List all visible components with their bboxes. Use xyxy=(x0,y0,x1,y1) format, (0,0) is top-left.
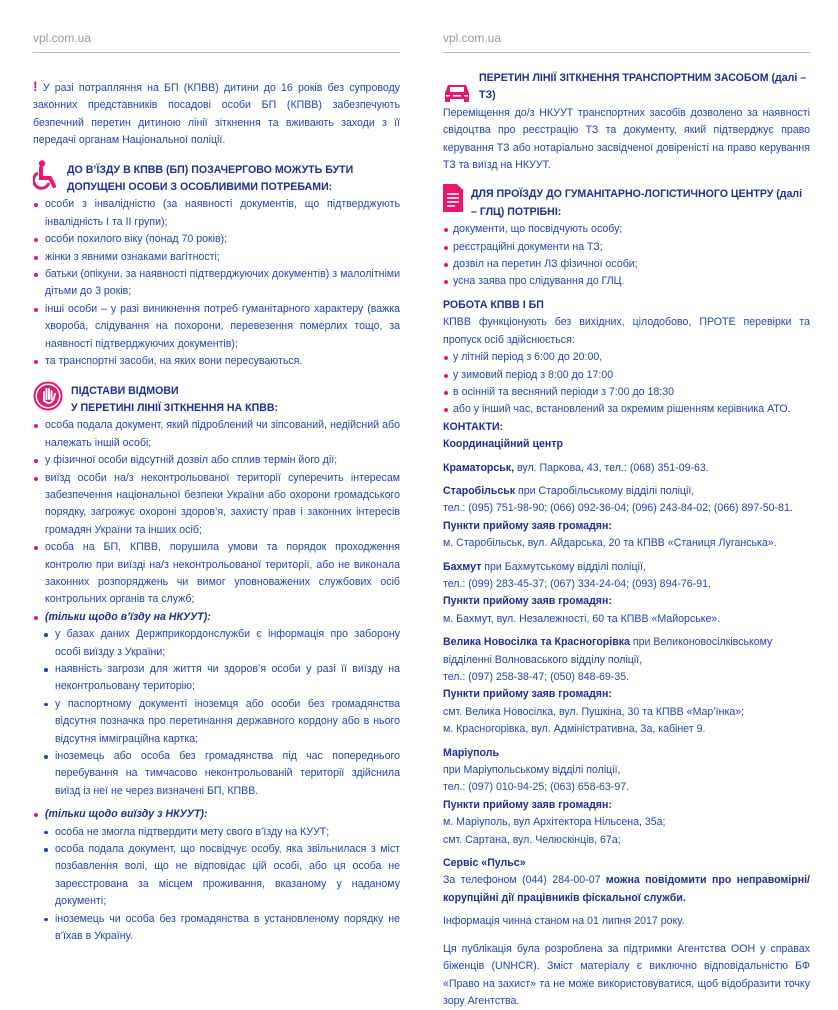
list-item: виїзд особи на/з неконтрольованої території суперечить інтересам забезпечення національної безпеки України або охорони громадського порядку, загрожує охороні здоров’я, захисту прав і законних інтересів громадян України та інших осіб; xyxy=(33,470,400,540)
list-item: дозвіл на перетин ЛЗ фізичної особи; xyxy=(443,256,810,273)
child-notice xyxy=(33,78,400,150)
coord-center: Координаційний центр xyxy=(443,438,563,451)
city-name: Велика Новосілка та Красногорівка xyxy=(443,636,630,649)
vehicle-title: ПЕРЕТИН ЛІНІЇ ЗІТКНЕННЯ ТРАНСПОРТНИМ ЗАСОБОМ (далі – ТЗ) xyxy=(479,72,807,102)
contact-text: вул. Паркова, 43, тел.: (068) 351-09-63. xyxy=(514,461,709,474)
puls-title: Сервіс «Пульс» xyxy=(443,857,526,870)
priority-heading xyxy=(33,160,400,197)
site-url: vpl.com.ua xyxy=(443,31,502,45)
entry-list xyxy=(33,626,400,800)
phone: тел.: (097) 258-38-47; (050) 848-69-35. xyxy=(443,671,630,683)
address: смт. Велика Новосілка, вул. Пушкіна, 30 та КПВВ «Мар’їнка»; xyxy=(443,705,745,718)
list-item: іноземець чи особа без громадянства в установленому порядку не в’їхав в Україну. xyxy=(33,911,400,946)
vehicle-heading xyxy=(443,68,810,105)
disclaimer: Ця публікація була розроблена за підтримки Агентства ООН у справах біженців (UNHCR). Зміст матеріалу є виключно відповідальністю БФ «Право на захист» та не може використовуватися, щоб відобразити точку зору Агентства. xyxy=(443,942,810,1007)
wheelchair-icon xyxy=(33,160,59,190)
reception-label: Пункти прийому заяв громадян: xyxy=(443,595,612,608)
city-name: Маріуполь xyxy=(443,746,499,759)
bakhmut-contact xyxy=(443,559,810,576)
list-item: особи похилого віку (понад 70 років); xyxy=(33,231,400,248)
list-item: інші особи – у разі виникнення потреб гуманітарного характеру (важка хвороба, слідування на похорони, перевезення померлих тощо, за наявності підтверджуючих документів); xyxy=(33,301,400,353)
work-list xyxy=(443,349,810,419)
city-name: Старобільськ xyxy=(443,484,516,497)
list-item: у базах даних Держприкордонслужби є інформація про заборону особі виїзду з України; xyxy=(33,626,400,661)
phone: тел.: (097) 010-94-25; (063) 658-63-97. xyxy=(443,781,630,794)
list-item: та транспортні засоби, на яких вони пересуваються. xyxy=(33,353,400,370)
phone: тел.: (095) 751-98-90; (066) 092-36-04; (096) 243-84-02; (066) 897-50-81. xyxy=(443,502,793,515)
glc-list xyxy=(443,221,810,291)
contact-text: при Великоновосілківському відділенні Волноваського відділу поліції, xyxy=(443,636,773,666)
list-item: усна заява про слідування до ГЛЦ. xyxy=(443,273,810,290)
address: м. Красногорівка, вул. Адміністративна, 3а, кабінет 9. xyxy=(443,723,706,736)
document-icon xyxy=(443,184,463,212)
list-item: жінки з явними ознаками вагітності; xyxy=(33,249,400,266)
exit-label: (тільки щодо виїзду з НКУУТ): xyxy=(33,806,400,823)
list-item: або у інший час, встановлений за окремим рішенням керівника АТО. xyxy=(443,401,810,418)
glc-title: ДЛЯ ПРОЇЗДУ ДО ГУМАНІТАРНО-ЛОГІСТИЧНОГО ЦЕНТРУ (далі – ГЛЦ) ПОТРІБНІ: xyxy=(471,188,803,218)
header-divider xyxy=(443,52,810,53)
phone: тел.: (099) 283-45-37; (067) 334-24-04; (093) 894-76-91. xyxy=(443,577,711,590)
list-item: у літній період з 6:00 до 20:00, xyxy=(443,349,810,366)
list-item: у зимовий період з 8:00 до 17:00 xyxy=(443,367,810,384)
address: м. Маріуполь, вул Архітектора Нільсена, 35а; xyxy=(443,816,666,829)
contact-text: при Старобільському відділі поліції, xyxy=(515,484,695,497)
child-notice-text: У разі потрапляння на БП (КПВВ) дитини до 16 років без супроводу законних представників посадові особи БП (КПВВ) забезпечують безпечний перетин дитиною лінії зіткнення та вживають заходи з її передачі органам Національної поліції. xyxy=(33,82,400,147)
city-name: Бахмут xyxy=(443,560,482,573)
starobilsk-contact xyxy=(443,483,810,500)
entry-label: (тільки щодо в’їзду на НКУУТ): xyxy=(33,609,400,626)
priority-title: ДО В’ЇЗДУ В КПВВ (БП) ПОЗАЧЕРГОВО МОЖУТЬ БУТИ ДОПУЩЕНІ ОСОБИ З ОСОБЛИВИМИ ПОТРЕБАМИ: xyxy=(67,163,354,194)
list-item: у фізичної особи відсутній дозвіл або сплив термін його дії; xyxy=(33,452,400,469)
work-title: РОБОТА КПВВ І БП xyxy=(443,298,544,311)
list-item: у паспортному документі іноземця або особи без громадянства відсутня позначка про перетинання державного кордону або в нього відсутня імміграційна картка; xyxy=(33,696,400,748)
address: м. Бахмут, вул. Незалежності, 60 та КПВВ «Майорське». xyxy=(443,612,721,625)
refusal-heading xyxy=(33,381,400,418)
list-item: реєстраційні документи на ТЗ; xyxy=(443,239,810,256)
stop-hand-icon xyxy=(33,381,63,411)
novosilka-contact xyxy=(443,634,788,669)
kramatorsk-contact xyxy=(443,460,810,477)
car-icon xyxy=(443,83,471,105)
list-item: особа подала документ, що посвідчує особу, яка звільнилася з міст позбавлення волі, що не відповідає цій особі, або ця особа не зареєстрована за місцем проживання, вказаному у наданому документі; xyxy=(33,841,400,911)
validity-note: Інформація чинна станом на 01 липня 2017 року. xyxy=(443,915,685,928)
refusal-subtitle: У ПЕРЕТИНІ ЛІНІЇ ЗІТКНЕННЯ НА КПВВ: xyxy=(71,401,279,414)
glc-heading xyxy=(443,184,810,221)
contact-text: при Маріупольському відділі поліції, xyxy=(443,764,621,777)
contacts-title: КОНТАКТИ: xyxy=(443,420,504,433)
puls-description: можна повідомити про неправомірні/ корупційні дії працівників фіскальної служби. xyxy=(443,874,810,904)
refusal-title: ПІДСТАВИ ВІДМОВИ xyxy=(71,384,179,397)
list-item: особа на БП, КПВВ, порушила умови та порядок проходження контролю при виїзді на/з неконтрольованої території, або не виконала законних розпоряджень чи вимог уповноважених службових осіб контрольних органів та служб; xyxy=(33,539,400,609)
contact-text: при Бахмутському відділі поліції, xyxy=(481,560,646,573)
puls-phone: За телефоном (044) 284-00-07 xyxy=(443,874,606,887)
exclamation-icon: ! xyxy=(33,78,38,94)
city-name: Краматорськ, xyxy=(443,461,515,474)
priority-list xyxy=(33,196,400,370)
address: м. Старобільськ, вул. Айдарська, 20 та КПВВ «Станиця Луганська». xyxy=(443,537,777,550)
list-item: батьки (опікуни, за наявності підтверджуючих документів) з малолітніми дітьми до 3 років; xyxy=(33,266,400,301)
reception-label: Пункти прийому заяв громадян: xyxy=(443,688,612,701)
list-item: особа подала документ, який підроблений чи зіпсований, недійсний або належать іншій особі; xyxy=(33,417,400,452)
refusal-list xyxy=(33,417,400,626)
list-item: в осінній та весняний періоди з 7:00 до 18:30 xyxy=(443,384,810,401)
vehicle-text: Переміщення до/з НКУУТ транспортних засобів дозволено за наявності свідоцтва про реєстрацію ТЗ та документу, який підтверджує право керування ТЗ або нотаріально засвідченої довіреністі на право керування ТЗ та виїзд на НКУУТ. xyxy=(443,106,810,172)
list-item: іноземець або особа без громадянства під час попереднього перебування на тимчасово неконтрольованій території здійснила виїзд із неї не через визначені БП, КПВВ. xyxy=(33,748,400,800)
list-item: документи, що посвідчують особу; xyxy=(443,221,810,238)
site-url: vpl.com.ua xyxy=(33,31,92,45)
exit-list xyxy=(33,824,400,946)
address: смт. Сартана, вул. Челюскінців, 67а; xyxy=(443,833,621,846)
exit-label-list xyxy=(33,806,400,823)
header-divider xyxy=(33,52,400,53)
reception-label: Пункти прийому заяв громадян: xyxy=(443,519,612,532)
list-item: наявність загрози для життя чи здоров’я особи у разі її виїзду на неконтрольовану територію; xyxy=(33,661,400,696)
list-item: особи з інвалідністю (за наявності документів, що підтверджують інвалідність І та ІІ групи); xyxy=(33,196,400,231)
work-text: КПВВ функціонують без вихідних, цілодобово, ПРОТЕ перевірки та пропуск осіб здійснюється: xyxy=(443,316,810,346)
reception-label: Пункти прийому заяв громадян: xyxy=(443,798,612,811)
list-item: особа не змогла підтвердити мету свого в’їзду на КУУТ; xyxy=(33,824,400,841)
